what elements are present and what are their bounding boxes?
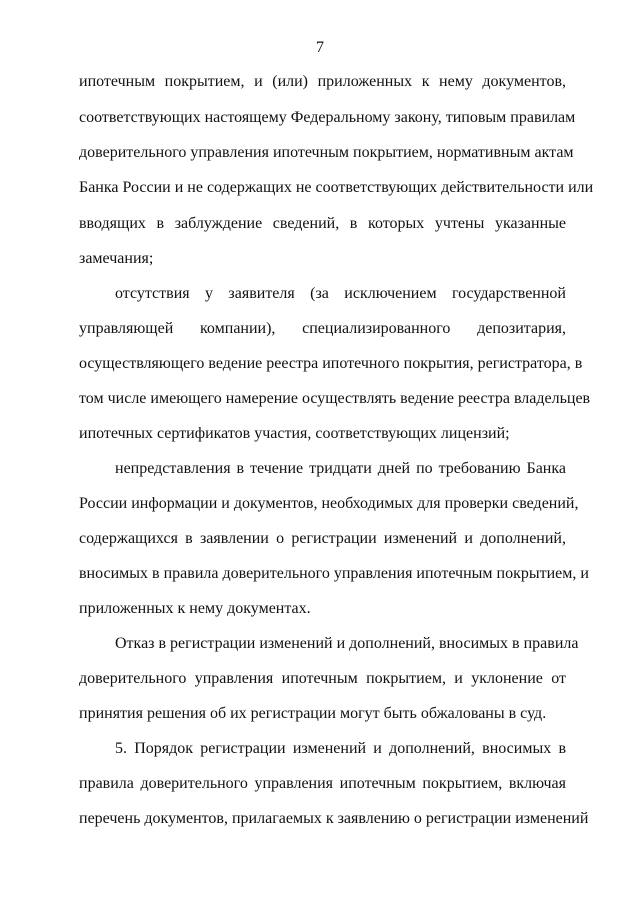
- text-line: замечания;: [79, 250, 154, 267]
- text-line: приложенных к нему документах.: [79, 600, 311, 617]
- text-line: доверительного управления ипотечным покрытием, нормативным актам: [79, 144, 574, 161]
- text-line: соответствующих настоящему Федеральному закону, типовым правилам: [79, 109, 576, 126]
- text-line: России информации и документов, необходимых для проверки сведений,: [79, 495, 579, 512]
- text-line: управляющей компании), специализированного депозитария,: [79, 320, 566, 337]
- text-line: ипотечным покрытием, и (или) приложенных к нему документов,: [79, 73, 566, 90]
- text-line: правила доверительного управления ипотечным покрытием, включая: [79, 775, 566, 792]
- text-line: содержащихся в заявлении о регистрации изменений и дополнений,: [79, 530, 566, 547]
- text-line: осуществляющего ведение реестра ипотечного покрытия, регистратора, в: [79, 355, 583, 372]
- text-line: отсутствия у заявителя (за исключением государственной: [115, 285, 566, 302]
- text-line: ипотечных сертификатов участия, соответствующих лицензий;: [79, 425, 510, 442]
- text-line: вводящих в заблуждение сведений, в которых учтены указанные: [79, 215, 566, 232]
- text-line: Отказ в регистрации изменений и дополнений, вносимых в правила: [115, 635, 579, 652]
- text-line: вносимых в правила доверительного управления ипотечным покрытием, и: [79, 565, 589, 582]
- text-line: принятия решения об их регистрации могут быть обжалованы в суд.: [79, 705, 547, 722]
- text-line: Банка России и не содержащих не соответствующих действительности или: [79, 179, 594, 196]
- text-line: доверительного управления ипотечным покрытием, и уклонение от: [79, 670, 566, 687]
- page-number: 7: [316, 39, 324, 56]
- text-line: непредставления в течение тридцати дней по требованию Банка: [115, 460, 566, 477]
- text-line: перечень документов, прилагаемых к заявлению о регистрации изменений: [79, 810, 589, 827]
- text-line: 5. Порядок регистрации изменений и дополнений, вносимых в: [115, 740, 566, 757]
- text-line: том числе имеющего намерение осуществлять ведение реестра владельцев: [79, 390, 591, 407]
